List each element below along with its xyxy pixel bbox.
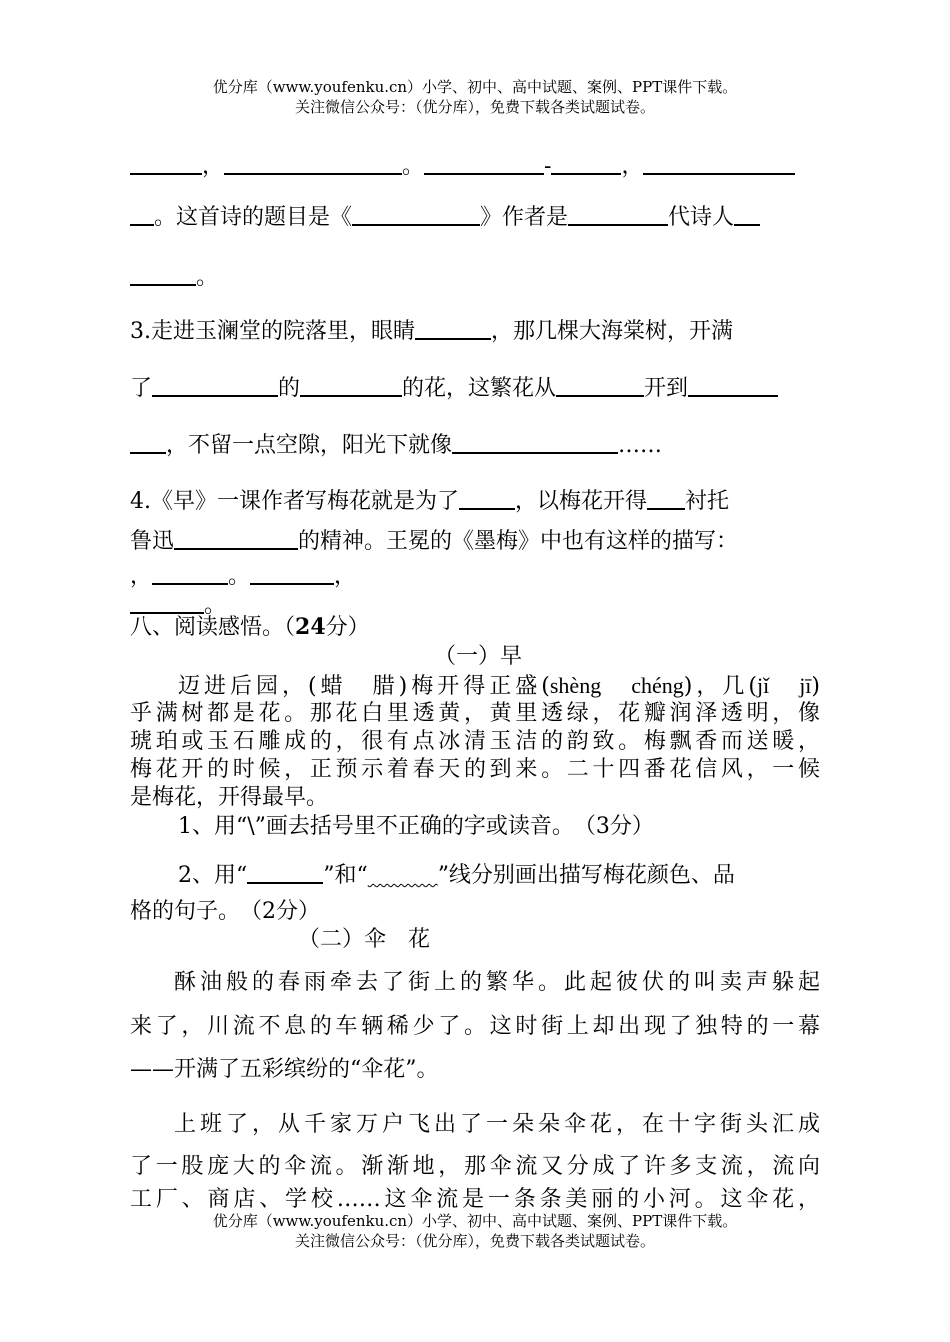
passage-1-line-1 xyxy=(130,671,820,702)
text: 2、用“ xyxy=(178,863,248,888)
q3-line-3 xyxy=(130,431,820,461)
q2-line-1 xyxy=(130,152,820,182)
text: 了 xyxy=(130,376,153,401)
passage-1-question-1: 1、用“\”画去括号里不正确的字或读音。 （3分） xyxy=(178,814,654,839)
punct: ， xyxy=(130,564,153,589)
blank[interactable] xyxy=(643,153,795,175)
blank[interactable] xyxy=(130,204,154,226)
text: )，几( xyxy=(683,674,757,699)
text: 八、阅读感悟。（ xyxy=(130,615,296,640)
passage-1-question-2 xyxy=(178,861,820,891)
header-line-2: 关注微信公众号：（优分库），免费下载各类试题试卷。 xyxy=(294,98,655,116)
text: ，那几棵大海棠树，开满 xyxy=(491,319,734,344)
q4-line-2 xyxy=(130,527,820,557)
passage-2-p2-line-3: 工厂、商店、学校……这伞流是一条条美丽的小河。这伞花， xyxy=(130,1187,820,1212)
punct: 。 xyxy=(196,265,219,290)
text: 代诗人 xyxy=(668,205,735,230)
text: ”线分别画出描写梅花颜色、品 xyxy=(437,863,735,888)
score: 24 xyxy=(295,614,326,640)
text: 分） xyxy=(325,615,370,640)
blank[interactable] xyxy=(647,488,685,510)
text: 鲁迅 xyxy=(130,529,175,554)
pinyin: jǐ jī xyxy=(756,673,812,698)
blank[interactable] xyxy=(568,204,668,226)
q3-line-2 xyxy=(130,374,820,404)
text: 迈进后园，(蜡 腊)梅开得正盛( xyxy=(178,674,550,699)
punct: 。 xyxy=(204,593,227,618)
text: …… xyxy=(618,433,663,458)
punct: ， xyxy=(621,154,644,179)
blank[interactable] xyxy=(688,375,778,397)
passage-2-p1-line-2: 来了，川流不息的车辆稀少了。这时街上却出现了独特的一幕 xyxy=(130,1014,820,1039)
text: 上班了，从千家万户飞出了一朵朵伞花，在十字街头汇成 xyxy=(174,1112,820,1137)
pinyin: shèng chéng xyxy=(549,673,684,698)
passage-2-p2-line-1 xyxy=(130,1110,820,1140)
blank[interactable] xyxy=(556,375,644,397)
q4-line-3 xyxy=(130,562,820,592)
text: ) xyxy=(811,674,821,699)
punct: 。 xyxy=(228,564,251,589)
blank[interactable] xyxy=(152,563,228,585)
text: ，不留一点空隙，阳光下就像 xyxy=(166,433,453,458)
q2-line-3 xyxy=(130,263,820,293)
text: 开到 xyxy=(644,376,689,401)
footer-line-2: 关注微信公众号：（优分库），免费下载各类试题试卷。 xyxy=(294,1232,655,1250)
blank[interactable] xyxy=(734,204,760,226)
blank[interactable] xyxy=(300,375,402,397)
wavy-line-sample xyxy=(368,863,438,888)
text: 衬托 xyxy=(685,489,730,514)
passage-1-line-5: 是梅花，开得最早。 xyxy=(130,785,329,810)
punct: - xyxy=(544,154,552,179)
passage-1-line-2: 乎满树都是花。那花白里透黄，黄里透绿，花瓣润泽透明，像 xyxy=(130,701,820,726)
punct: ， xyxy=(334,564,357,589)
blank[interactable] xyxy=(250,563,334,585)
passage-2-p1-line-1 xyxy=(130,968,820,998)
blank[interactable] xyxy=(459,488,515,510)
section-8-title xyxy=(130,613,370,642)
blank[interactable] xyxy=(224,153,402,175)
text: 3.走进玉澜堂的院落里，眼睛 xyxy=(130,319,415,344)
text: 的 xyxy=(278,376,301,401)
punct: ， xyxy=(202,154,225,179)
text: 4.《早》一课作者写梅花就是为了 xyxy=(130,489,459,514)
text: 。这首诗的题目是《 xyxy=(154,205,353,230)
passage-1-title: （一）早 xyxy=(434,644,523,669)
blank[interactable] xyxy=(130,264,196,286)
text: 》作者是 xyxy=(480,205,569,230)
q2-line-2 xyxy=(130,203,820,233)
text: ，以梅花开得 xyxy=(515,489,648,514)
blank[interactable] xyxy=(352,204,480,226)
blank[interactable] xyxy=(424,153,544,175)
blank[interactable] xyxy=(551,153,621,175)
text: 的精神。王冕的《墨梅》中也有这样的描写： xyxy=(298,529,739,554)
text: 酥油般的春雨牵去了街上的繁华。此起彼伏的叫卖声躲起 xyxy=(174,970,820,995)
straight-line-sample xyxy=(247,862,323,884)
blank[interactable] xyxy=(152,375,278,397)
footer-line-1: 优分库（www.youfenku.cn）小学、初中、高中试题、案例、PPT课件下载。 xyxy=(212,1212,738,1230)
blank[interactable] xyxy=(174,528,298,550)
q4-line-1 xyxy=(130,487,820,517)
q3-line-1 xyxy=(130,317,820,347)
passage-2-title: （二）伞 花 xyxy=(298,927,431,952)
passage-1-question-2-cont: 格的句子。 （2分） xyxy=(130,899,320,924)
text: 的花，这繁花从 xyxy=(402,376,557,401)
blank[interactable] xyxy=(130,153,202,175)
passage-1-line-3: 琥珀或玉石雕成的，很有点冰清玉洁的韵致。梅飘香而送暖， xyxy=(130,729,820,754)
header-line-1: 优分库（www.youfenku.cn）小学、初中、高中试题、案例、PPT课件下载。 xyxy=(212,78,738,96)
blank[interactable] xyxy=(130,592,204,614)
passage-2-p2-line-2: 了一股庞大的伞流。渐渐地，那伞流又分成了许多支流，流向 xyxy=(130,1154,820,1179)
blank[interactable] xyxy=(415,318,491,340)
blank[interactable] xyxy=(130,432,166,454)
passage-1-line-4: 梅花开的时候，正预示着春天的到来。二十四番花信风，一候 xyxy=(130,757,820,782)
punct: 。 xyxy=(402,154,425,179)
text: ”和“ xyxy=(323,863,368,888)
passage-2-p1-line-3: ——开满了五彩缤纷的“伞花”。 xyxy=(130,1057,439,1082)
blank[interactable] xyxy=(452,432,618,454)
